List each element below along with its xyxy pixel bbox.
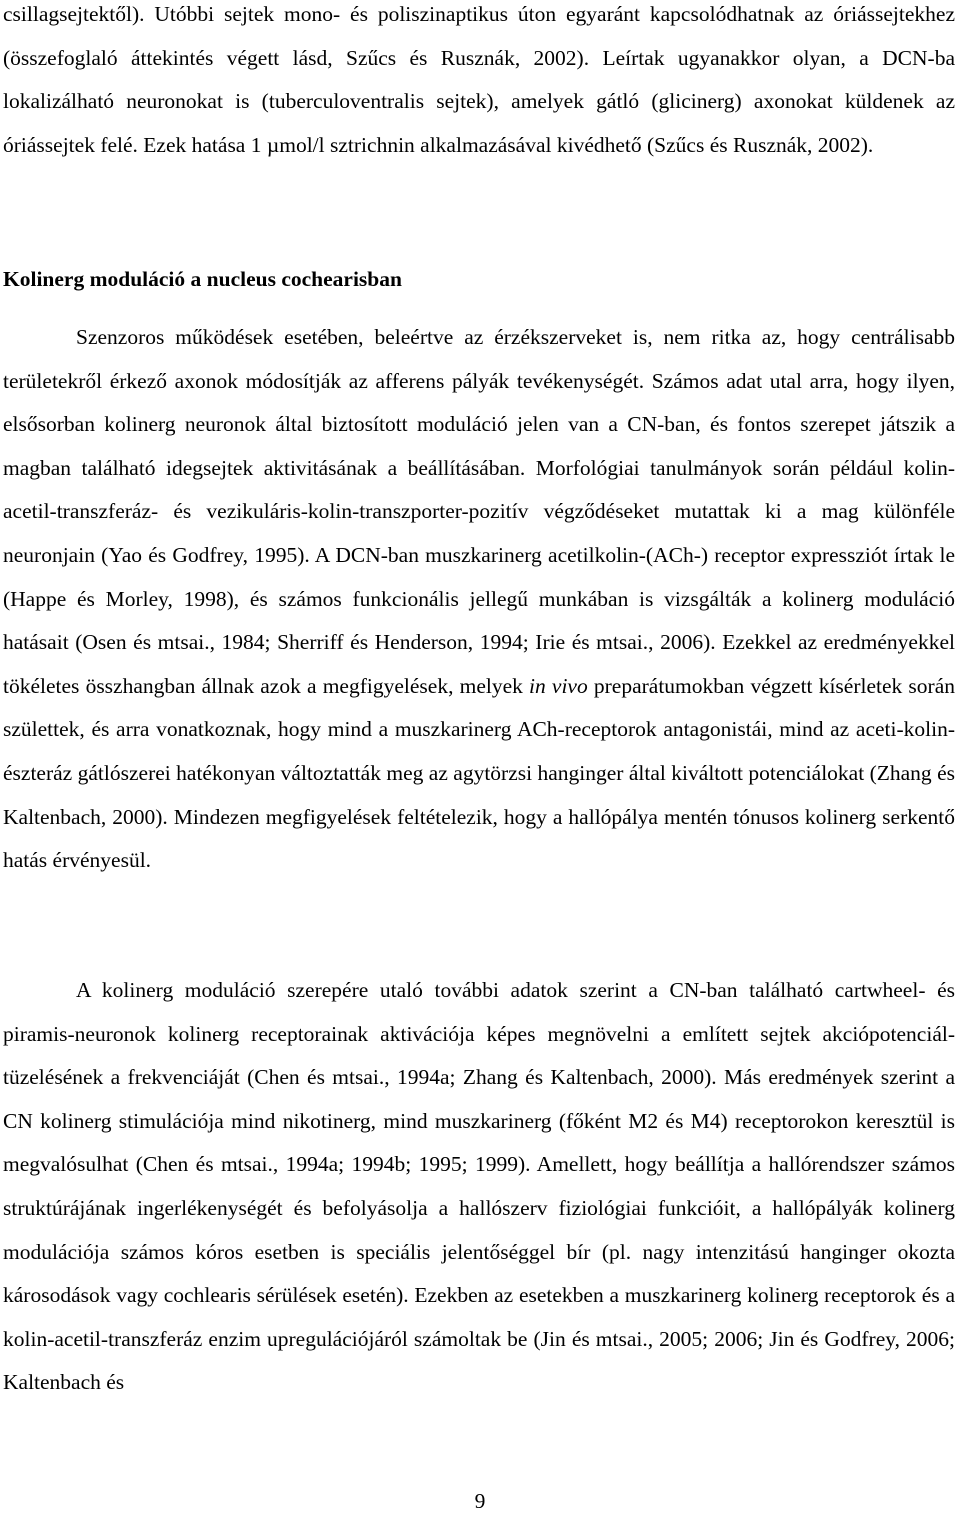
- page-number: 9: [474, 1489, 486, 1513]
- paragraph-continuation: csillagsejtektől). Utóbbi sejtek mono- és poliszinaptikus úton egyaránt kapcsolódhatnak az óriássejtekhez (összefoglaló áttekintés végett lásd, Szűcs és Rusznák, 2002). Leírtak ugyanakkor olyan, a DCN-ba lokalizálható neuronokat is (tuberculoventralis sejtek), amelyek gátló (glicinerg) axonokat küldenek az óriássejtek felé. Ezek hatása 1 µmol/l sztrichnin alkalmazásával kivédhető (Szűcs és Rusznák, 2002).: [3, 2, 955, 157]
- paragraph-1-italic-term: in vivo: [529, 673, 588, 698]
- paragraph-1: [3, 316, 955, 883]
- paragraph-1-text-a: Szenzoros működések esetében, beleértve az érzékszerveket is, nem ritka az, hogy centrálisabb területekről érkező axonok módosítják az afferens pályák tevékenységét. Számos adat utal arra, hogy ilyen, elsősorban kolinerg neuronok által biztosított moduláció jelen van a CN-ban, és fontos szerepet játszik a magban található idegsejtek aktivitásának a beállításában. Morfológiai tanulmányok során például kolin-acetil-transzferáz- és vezikuláris-kolin-transzporter-pozitív végződéseket mutattak ki a mag különféle neuronjain (Yao és Godfrey, 1995). A DCN-ban muszkarinerg acetilkolin-(ACh-) receptor expressziót írtak le (Happe és Morley, 1998), és számos funkcionális jellegű munkában is vizsgálták a kolinerg moduláció hatásait (Osen és mtsai., 1984; Sherriff és Henderson, 1994; Irie és mtsai., 2006). Ezekkel az eredményekkel tökéletes összhangban állnak azok a megfigyelések, melyek: [3, 325, 955, 698]
- paragraph-2: A kolinerg moduláció szerepére utaló további adatok szerint a CN-ban található cartwheel- és piramis-neuronok kolinerg receptorainak aktivációja képes megnövelni a említett sejtek akciópotenciál-tüzelésének a frekvenciáját (Chen és mtsai., 1994a; Zhang és Kaltenbach, 2000). Más eredmények szerint a CN kolinerg stimulációja mind nikotinerg, mind muszkarinerg (főként M2 és M4) receptorokon keresztül is megvalósulhat (Chen és mtsai., 1994a; 1994b; 1995; 1999). Amellett, hogy beállítja a hallórendszer számos struktúrájának ingerlékenységét és befolyásolja a hallószerv fiziológiai funkcióit, a hallópályák kolinerg modulációja számos kóros esetben is speciális jelentőséggel bír (pl. nagy intenzitású hanginger okozta károsodások vagy cochlearis sérülések esetén). Ezekben az esetekben a muszkarinerg kolinerg receptorok és a kolin-acetil-transzferáz enzim upregulációjáról számoltak be (Jin és mtsai., 2005; 2006; Jin és Godfrey, 2006; Kaltenbach és: [3, 978, 955, 1395]
- paragraph-1-text-b: preparátumokban végzett kísérletek során születtek, és arra vonatkoznak, hogy mind a muszkarinerg ACh-receptorok antagonistái, mind az aceti-kolin-észteráz gátlószerei hatékonyan változtatták meg az agytörzsi hanginger által kiváltott potenciálokat (Zhang és Kaltenbach, 2000). Mindezen megfigyelések feltételezik, hogy a hallópálya mentén tónusos kolinerg serkentő hatás érvényesül.: [3, 673, 955, 873]
- section-heading: Kolinerg moduláció a nucleus cochearisban: [3, 267, 402, 291]
